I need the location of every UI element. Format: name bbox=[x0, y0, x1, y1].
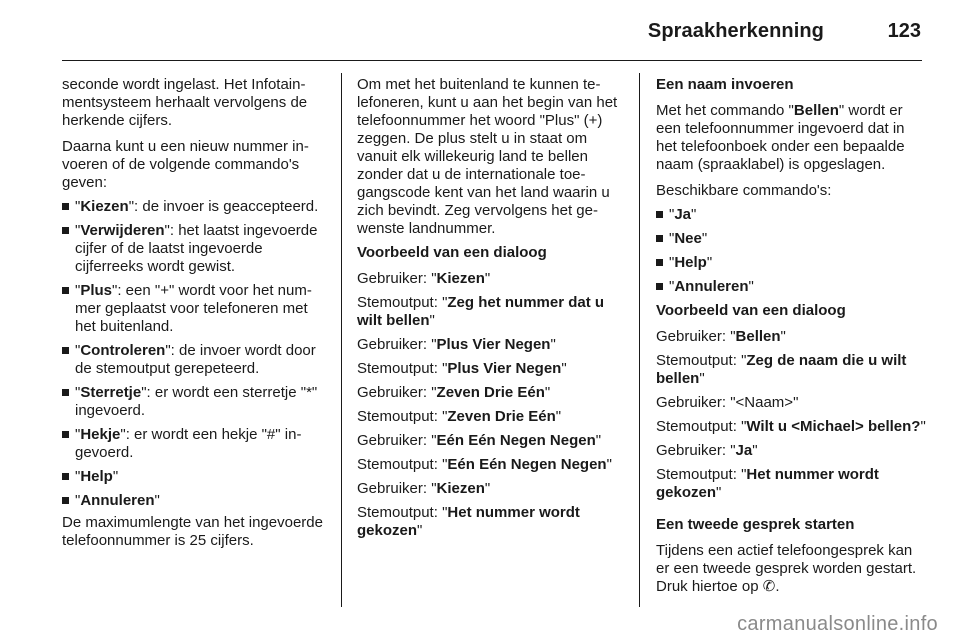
header-rule bbox=[62, 60, 922, 61]
watermark: carmanualsonline.info bbox=[737, 613, 938, 635]
phone-icon: ✆ bbox=[762, 578, 776, 595]
utterance: Kiezen bbox=[436, 480, 485, 497]
speaker: Gebruiker: bbox=[656, 328, 731, 345]
paragraph: seconde wordt ingelast. Het Infotainmentsysteem herhaalt vervolgens de herkende cijfers. bbox=[62, 76, 308, 129]
bullet bbox=[62, 389, 69, 396]
utterance: <Naam> bbox=[735, 394, 794, 411]
speaker: Stemoutput: bbox=[357, 294, 443, 311]
column-divider bbox=[341, 73, 342, 607]
list-item: "Hekje": er wordt een hekje "#" ingevoerd. bbox=[62, 426, 328, 462]
utterance: Wilt u <Michael> bellen? bbox=[746, 418, 921, 435]
command-term: Controleren bbox=[80, 342, 166, 359]
paragraph: Om met het buitenland te kunnen telefoneren, kunt u aan het begin van het telefoonnummer het woord "Plus" (+) zeggen. De plus stelt u in staat om vanuit elk willekeurig land te bellen zonder dat u de internationale toegangscode kent van het land waarin u zich bevindt. Zeg vervolgens het gewenste landnummer. bbox=[357, 76, 618, 237]
dialog-example bbox=[357, 270, 625, 540]
section-heading: Voorbeeld van een dialoog bbox=[357, 244, 547, 261]
dialog-line: Gebruiker: "Ja" bbox=[656, 442, 758, 459]
list-item: "Help" bbox=[656, 254, 926, 272]
dialog-line: Gebruiker: "Eén Eén Negen Negen" bbox=[357, 432, 602, 449]
command-term: Help bbox=[674, 254, 707, 271]
list-item: "Annuleren" bbox=[62, 492, 328, 510]
speaker: Gebruiker: bbox=[357, 270, 432, 287]
dialog-line: Stemoutput: "Wilt u <Michael> bellen?" bbox=[656, 418, 926, 435]
command-list bbox=[656, 206, 926, 296]
section-heading: Een naam invoeren bbox=[656, 76, 794, 93]
command-term: Nee bbox=[674, 230, 702, 247]
column-3 bbox=[656, 76, 926, 604]
bullet bbox=[656, 283, 663, 290]
utterance: Zeven Drie Eén bbox=[447, 408, 556, 425]
speaker: Gebruiker: bbox=[357, 336, 432, 353]
page-number: 123 bbox=[887, 20, 921, 42]
utterance: Zeven Drie Eén bbox=[436, 384, 545, 401]
column-divider bbox=[639, 73, 640, 607]
speaker: Gebruiker: bbox=[357, 384, 432, 401]
speaker: Stemoutput: bbox=[656, 352, 742, 369]
section-heading: Voorbeeld van een dialoog bbox=[656, 302, 846, 319]
paragraph bbox=[656, 542, 926, 596]
command-term: Verwijderen bbox=[80, 222, 165, 239]
speaker: Gebruiker: bbox=[656, 442, 731, 459]
bullet bbox=[62, 287, 69, 294]
text: Tijdens een actief telefoongesprek kan er een tweede gesprek worden gestart. Druk hiertoe op bbox=[656, 542, 917, 595]
dialog-line: Stemoutput: "Eén Eén Negen Negen" bbox=[357, 456, 612, 473]
utterance: Eén Eén Negen Negen bbox=[447, 456, 607, 473]
command-description: : er wordt een hekje "#" ingevoerd. bbox=[75, 426, 302, 461]
command-term: Plus bbox=[80, 282, 113, 299]
dialog-line: Stemoutput: "Het nummer wordt gekozen" bbox=[357, 504, 580, 539]
dialog-example bbox=[656, 328, 926, 502]
bullet bbox=[62, 497, 69, 504]
bullet bbox=[656, 259, 663, 266]
command-term: Hekje bbox=[80, 426, 121, 443]
list-item: "Ja" bbox=[656, 206, 926, 224]
page-title: Spraakherkenning bbox=[647, 20, 824, 42]
speaker: Stemoutput: bbox=[357, 408, 443, 425]
utterance: Het nummer wordt gekozen bbox=[656, 466, 879, 501]
speaker: Gebruiker: bbox=[357, 480, 432, 497]
command-description: : een "+" wordt voor het nummer geplaatst voor telefoneren met het buitenland. bbox=[75, 282, 312, 335]
dialog-line: Stemoutput: "Het nummer wordt gekozen" bbox=[656, 466, 879, 501]
speaker: Gebruiker: bbox=[357, 432, 432, 449]
dialog-line: Stemoutput: "Plus Vier Negen" bbox=[357, 360, 567, 377]
list-item: "Annuleren" bbox=[656, 278, 926, 296]
paragraph: Beschikbare commando's: bbox=[656, 182, 832, 199]
paragraph: Daarna kunt u een nieuw nummer invoeren of de volgende commando's geven: bbox=[62, 138, 309, 191]
utterance: Kiezen bbox=[436, 270, 485, 287]
bullet bbox=[62, 431, 69, 438]
command-description: : de invoer is geaccepteerd. bbox=[134, 198, 319, 215]
list-item: "Kiezen": de invoer is geaccepteerd. bbox=[62, 198, 328, 216]
list-item: "Verwijderen": het laatst ingevoerde cijfer of de laatst ingevoerde cijferreeks wordt gewist. bbox=[62, 222, 328, 276]
utterance: Eén Eén Negen Negen bbox=[436, 432, 596, 449]
section-heading: Een tweede gesprek starten bbox=[656, 516, 855, 533]
speaker: Stemoutput: bbox=[357, 360, 443, 377]
speaker: Stemoutput: bbox=[357, 456, 443, 473]
command-term: Help bbox=[80, 468, 113, 485]
bullet bbox=[62, 473, 69, 480]
column-2 bbox=[357, 76, 625, 546]
command-description: : er wordt een sterretje "*" ingevoerd. bbox=[75, 384, 318, 419]
command-list bbox=[62, 198, 328, 510]
dialog-line: Stemoutput: "Zeg de naam die u wilt bellen" bbox=[656, 352, 907, 387]
command-term: Ja bbox=[674, 206, 692, 223]
paragraph: De maximumlengte van het ingevoerde telefoonnummer is 25 cijfers. bbox=[62, 514, 323, 549]
utterance: Plus Vier Negen bbox=[447, 360, 562, 377]
paragraph bbox=[656, 102, 926, 174]
dialog-line: Gebruiker: "Bellen" bbox=[656, 328, 786, 345]
speaker: Gebruiker: bbox=[656, 394, 731, 411]
column-1 bbox=[62, 76, 328, 558]
command-description: : de invoer wordt door de stemoutput gerepeteerd. bbox=[75, 342, 316, 377]
speaker: Stemoutput: bbox=[357, 504, 443, 521]
dialog-line: Gebruiker: "Kiezen" bbox=[357, 270, 491, 287]
speaker: Stemoutput: bbox=[656, 466, 742, 483]
dialog-line: Stemoutput: "Zeven Drie Eén" bbox=[357, 408, 562, 425]
list-item: "Sterretje": er wordt een sterretje "*" ingevoerd. bbox=[62, 384, 328, 420]
command-term: Annuleren bbox=[674, 278, 749, 295]
list-item: "Controleren": de invoer wordt door de stemoutput gerepeteerd. bbox=[62, 342, 328, 378]
bullet bbox=[62, 347, 69, 354]
bullet bbox=[62, 227, 69, 234]
command-term: Sterretje bbox=[80, 384, 142, 401]
utterance: Zeg het nummer dat u wilt bellen bbox=[357, 294, 605, 329]
text: " wordt er een telefoonnummer ingevoerd dat in het telefoonboek onder een bepaalde naam (spraaklabel) is opgeslagen. bbox=[656, 102, 905, 173]
utterance: Ja bbox=[735, 442, 753, 459]
dialog-line: Stemoutput: "Zeg het nummer dat u wilt bellen" bbox=[357, 294, 605, 329]
speaker: Stemoutput: bbox=[656, 418, 742, 435]
dialog-line: Gebruiker: "<Naam>" bbox=[656, 394, 799, 411]
list-item: "Plus": een "+" wordt voor het nummer geplaatst voor telefoneren met het buitenland. bbox=[62, 282, 328, 336]
command-term: Annuleren bbox=[80, 492, 155, 509]
dialog-line: Gebruiker: "Plus Vier Negen" bbox=[357, 336, 556, 353]
command-term: Bellen bbox=[793, 102, 839, 119]
bullet bbox=[656, 211, 663, 218]
dialog-line: Gebruiker: "Zeven Drie Eén" bbox=[357, 384, 551, 401]
list-item: "Help" bbox=[62, 468, 328, 486]
command-term: Kiezen bbox=[80, 198, 129, 215]
bullet bbox=[62, 203, 69, 210]
utterance: Plus Vier Negen bbox=[436, 336, 551, 353]
command-description: : het laatst ingevoerde cijfer of de laatst ingevoerde cijferreeks wordt gewist. bbox=[75, 222, 318, 275]
utterance: Bellen bbox=[735, 328, 781, 345]
utterance: Het nummer wordt gekozen bbox=[357, 504, 580, 539]
utterance: Zeg de naam die u wilt bellen bbox=[656, 352, 907, 387]
bullet bbox=[656, 235, 663, 242]
text: . bbox=[775, 578, 780, 595]
dialog-line: Gebruiker: "Kiezen" bbox=[357, 480, 491, 497]
page-header bbox=[0, 0, 960, 60]
text: Met het commando " bbox=[656, 102, 794, 119]
list-item: "Nee" bbox=[656, 230, 926, 248]
